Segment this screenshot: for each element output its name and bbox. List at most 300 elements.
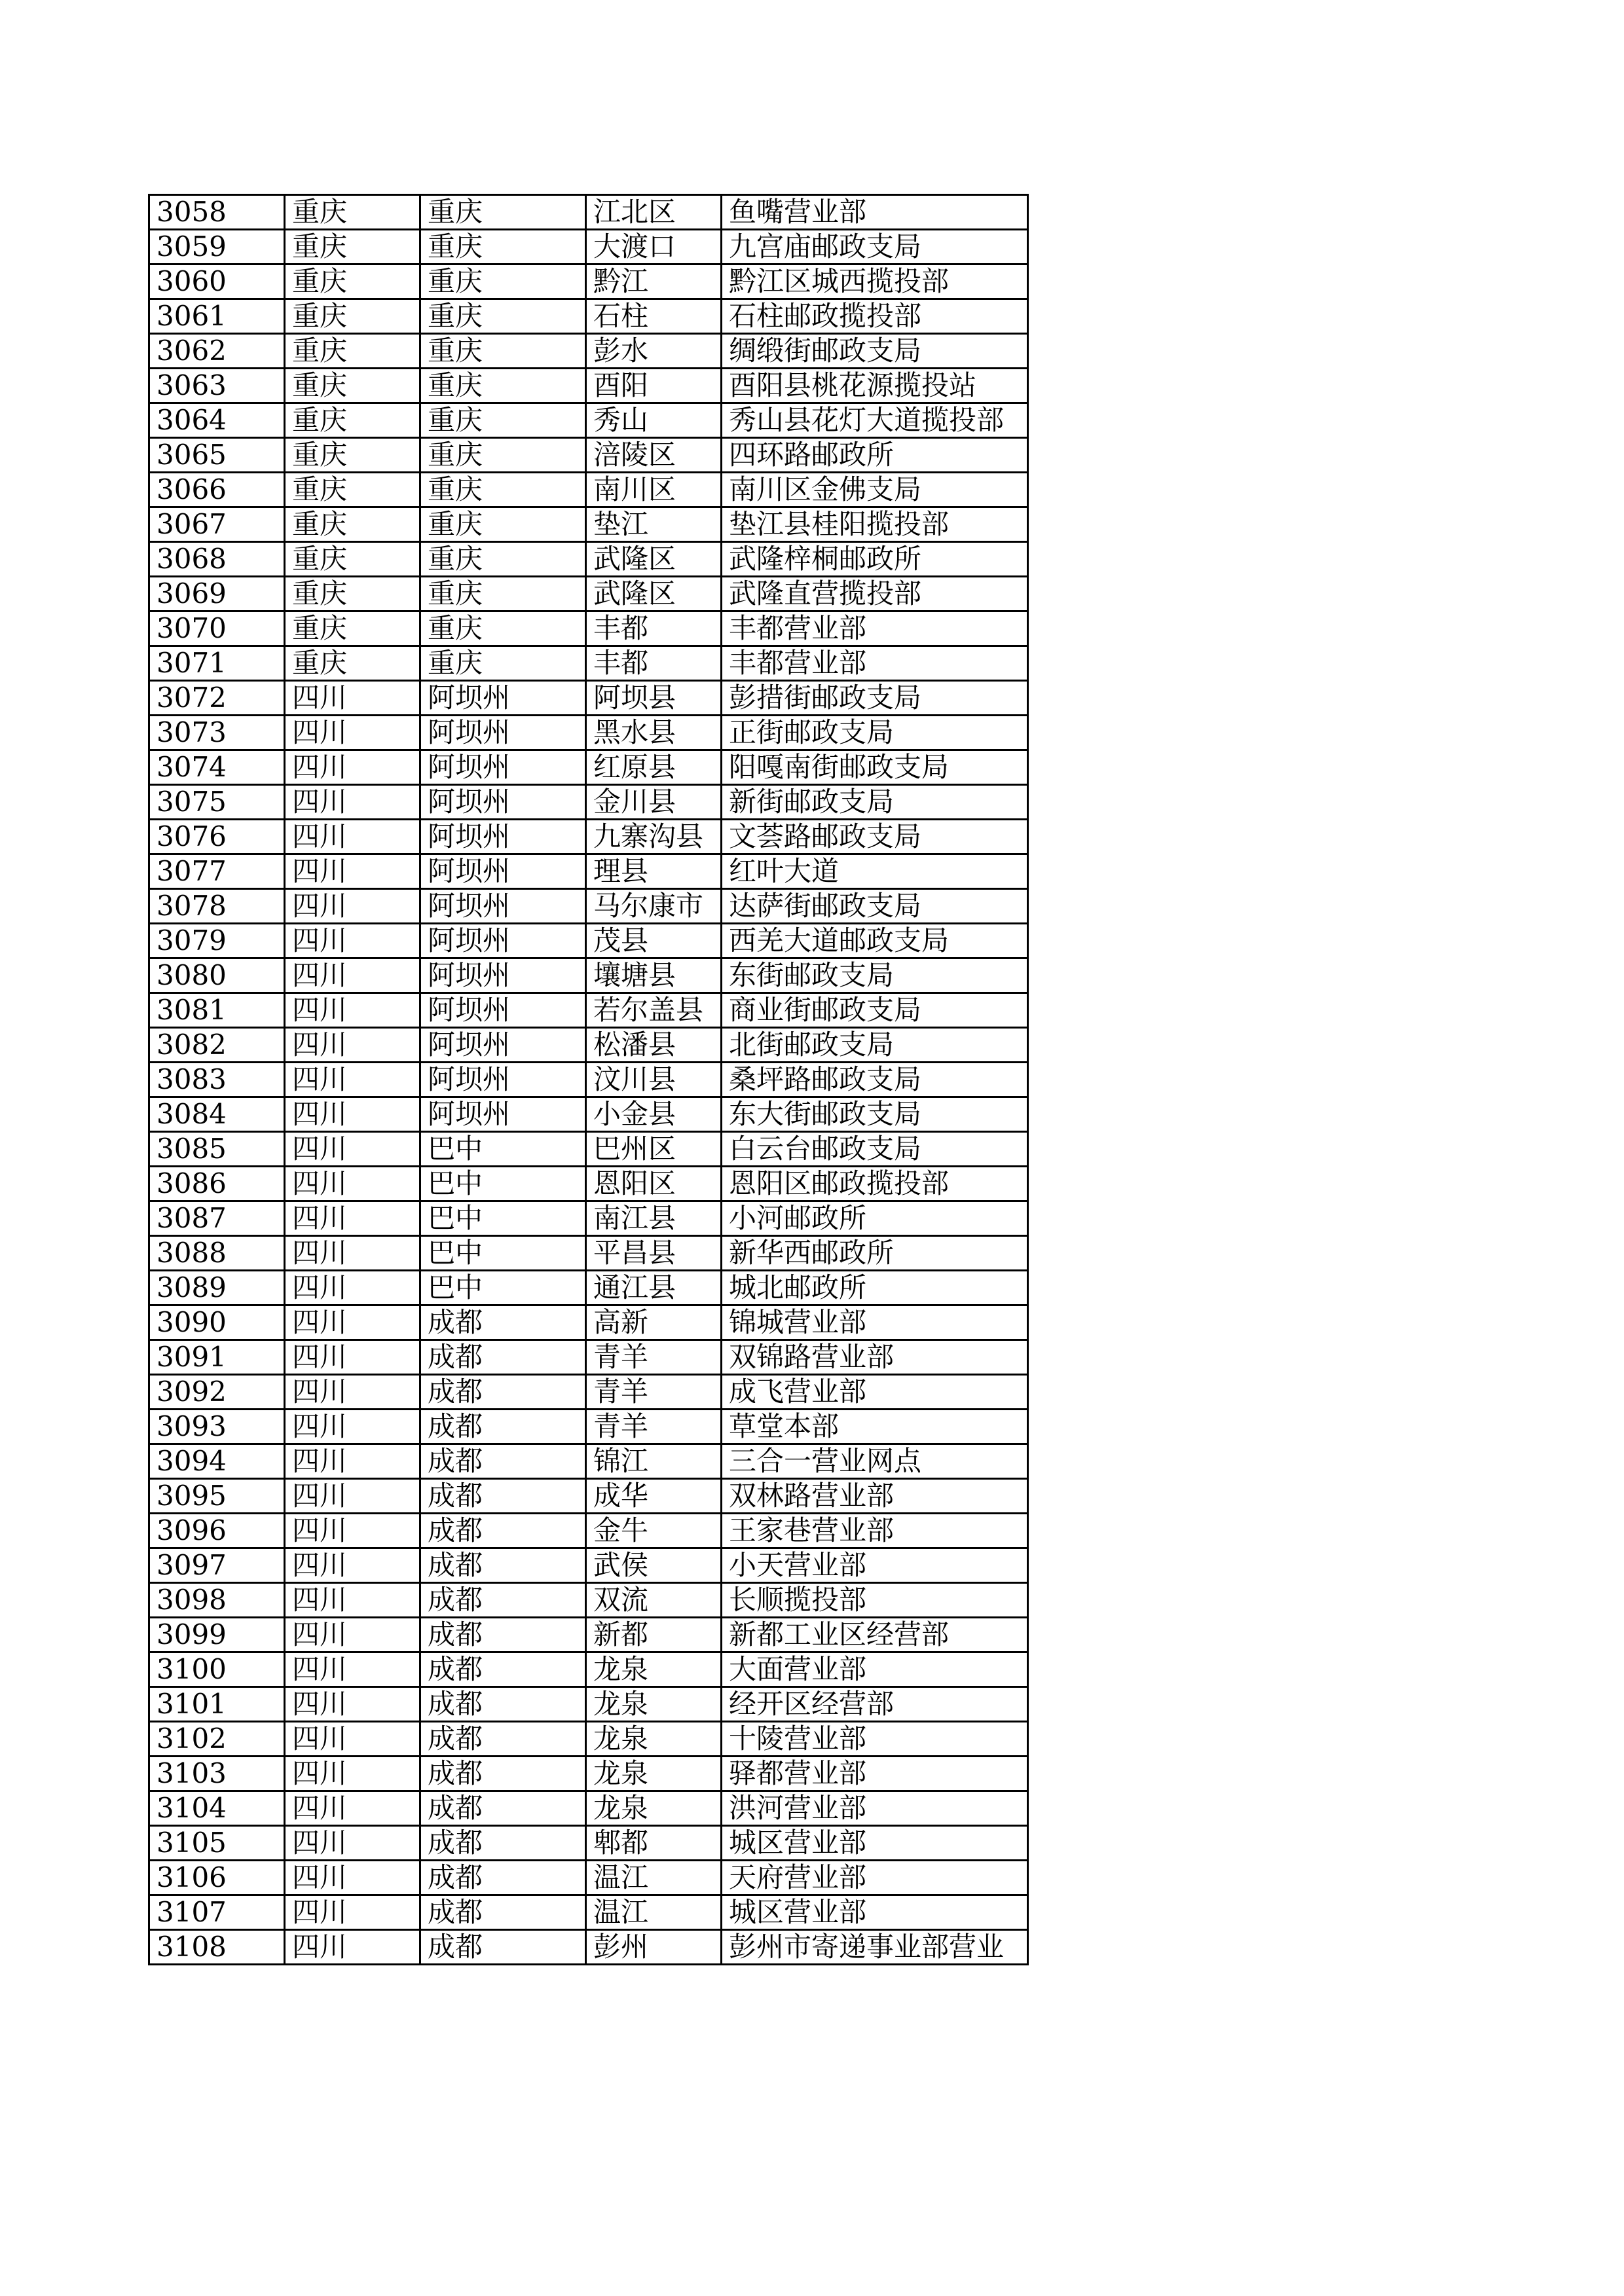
table-row — [149, 1201, 1028, 1236]
row-number-cell: 3085 — [149, 1132, 285, 1167]
row-number-cell: 3107 — [149, 1895, 285, 1930]
province-cell: 四川 — [285, 1583, 420, 1618]
province-cell: 四川 — [285, 1757, 420, 1791]
city-cell: 成都 — [420, 1861, 586, 1895]
city-cell: 成都 — [420, 1757, 586, 1791]
province-cell: 重庆 — [285, 195, 420, 230]
province-cell: 重庆 — [285, 438, 420, 473]
branch-name-cell: 黔江区城西揽投部 — [722, 264, 1028, 299]
province-cell: 四川 — [285, 785, 420, 820]
province-cell: 四川 — [285, 1514, 420, 1548]
branch-name-cell: 大面营业部 — [722, 1652, 1028, 1687]
city-cell: 阿坝州 — [420, 924, 586, 958]
table-row — [149, 750, 1028, 785]
district-cell: 武侯 — [586, 1548, 722, 1583]
table-row — [149, 299, 1028, 334]
province-cell: 四川 — [285, 1097, 420, 1132]
city-cell: 成都 — [420, 1826, 586, 1861]
row-number-cell: 3081 — [149, 993, 285, 1028]
branch-name-cell: 酉阳县桃花源揽投站 — [722, 369, 1028, 403]
branch-name-cell: 新华西邮政所 — [722, 1236, 1028, 1271]
table-row — [149, 473, 1028, 507]
province-cell: 重庆 — [285, 611, 420, 646]
province-cell: 四川 — [285, 716, 420, 750]
table-row — [149, 1791, 1028, 1826]
row-number-cell: 3100 — [149, 1652, 285, 1687]
province-cell: 重庆 — [285, 403, 420, 438]
district-cell: 阿坝县 — [586, 681, 722, 716]
branch-name-cell: 经开区经营部 — [722, 1687, 1028, 1722]
province-cell: 四川 — [285, 1271, 420, 1305]
branch-name-cell: 北街邮政支局 — [722, 1028, 1028, 1063]
table-body — [149, 195, 1028, 1965]
branch-name-cell: 秀山县花灯大道揽投部 — [722, 403, 1028, 438]
branch-name-cell: 城北邮政所 — [722, 1271, 1028, 1305]
branch-name-cell: 城区营业部 — [722, 1826, 1028, 1861]
city-cell: 阿坝州 — [420, 785, 586, 820]
city-cell: 阿坝州 — [420, 681, 586, 716]
row-number-cell: 3094 — [149, 1444, 285, 1479]
district-cell: 黑水县 — [586, 716, 722, 750]
city-cell: 成都 — [420, 1791, 586, 1826]
table-row — [149, 1236, 1028, 1271]
branch-name-cell: 达萨街邮政支局 — [722, 889, 1028, 924]
row-number-cell: 3101 — [149, 1687, 285, 1722]
province-cell: 四川 — [285, 1375, 420, 1410]
branch-name-cell: 十陵营业部 — [722, 1722, 1028, 1757]
row-number-cell: 3091 — [149, 1340, 285, 1375]
table-row — [149, 1687, 1028, 1722]
city-cell: 成都 — [420, 1444, 586, 1479]
table-row — [149, 958, 1028, 993]
province-cell: 四川 — [285, 958, 420, 993]
province-cell: 四川 — [285, 1028, 420, 1063]
row-number-cell: 3063 — [149, 369, 285, 403]
row-number-cell: 3105 — [149, 1826, 285, 1861]
row-number-cell: 3083 — [149, 1063, 285, 1097]
city-cell: 重庆 — [420, 299, 586, 334]
district-cell: 壤塘县 — [586, 958, 722, 993]
table-row — [149, 334, 1028, 369]
row-number-cell: 3070 — [149, 611, 285, 646]
table-row — [149, 1514, 1028, 1548]
row-number-cell: 3076 — [149, 820, 285, 854]
province-cell: 四川 — [285, 1410, 420, 1444]
row-number-cell: 3087 — [149, 1201, 285, 1236]
branch-name-cell: 城区营业部 — [722, 1895, 1028, 1930]
province-cell: 四川 — [285, 1340, 420, 1375]
district-cell: 青羊 — [586, 1340, 722, 1375]
district-cell: 武隆区 — [586, 577, 722, 611]
branch-name-cell: 洪河营业部 — [722, 1791, 1028, 1826]
district-cell: 郫都 — [586, 1826, 722, 1861]
row-number-cell: 3078 — [149, 889, 285, 924]
province-cell: 四川 — [285, 1132, 420, 1167]
province-cell: 四川 — [285, 1618, 420, 1652]
district-cell: 新都 — [586, 1618, 722, 1652]
table-row — [149, 438, 1028, 473]
row-number-cell: 3093 — [149, 1410, 285, 1444]
branch-name-cell: 王家巷营业部 — [722, 1514, 1028, 1548]
row-number-cell: 3096 — [149, 1514, 285, 1548]
city-cell: 阿坝州 — [420, 1097, 586, 1132]
city-cell: 阿坝州 — [420, 889, 586, 924]
province-cell: 四川 — [285, 1236, 420, 1271]
province-cell: 四川 — [285, 1167, 420, 1201]
city-cell: 重庆 — [420, 577, 586, 611]
branch-name-cell: 白云台邮政支局 — [722, 1132, 1028, 1167]
row-number-cell: 3069 — [149, 577, 285, 611]
district-cell: 秀山 — [586, 403, 722, 438]
province-cell: 重庆 — [285, 299, 420, 334]
row-number-cell: 3088 — [149, 1236, 285, 1271]
province-cell: 四川 — [285, 1895, 420, 1930]
city-cell: 成都 — [420, 1930, 586, 1965]
row-number-cell: 3095 — [149, 1479, 285, 1514]
city-cell: 重庆 — [420, 369, 586, 403]
row-number-cell: 3086 — [149, 1167, 285, 1201]
row-number-cell: 3058 — [149, 195, 285, 230]
branch-name-cell: 商业街邮政支局 — [722, 993, 1028, 1028]
province-cell: 重庆 — [285, 577, 420, 611]
province-cell: 四川 — [285, 1826, 420, 1861]
province-cell: 四川 — [285, 1722, 420, 1757]
district-cell: 理县 — [586, 854, 722, 889]
district-cell: 高新 — [586, 1305, 722, 1340]
row-number-cell: 3103 — [149, 1757, 285, 1791]
province-cell: 四川 — [285, 1444, 420, 1479]
branch-name-cell: 恩阳区邮政揽投部 — [722, 1167, 1028, 1201]
district-cell: 南川区 — [586, 473, 722, 507]
province-cell: 四川 — [285, 993, 420, 1028]
branch-name-cell: 彭州市寄递事业部营业 — [722, 1930, 1028, 1965]
table-row — [149, 1652, 1028, 1687]
district-cell: 青羊 — [586, 1410, 722, 1444]
province-cell: 重庆 — [285, 507, 420, 542]
row-number-cell: 3090 — [149, 1305, 285, 1340]
city-cell: 成都 — [420, 1340, 586, 1375]
table-row — [149, 1479, 1028, 1514]
branch-name-cell: 九宫庙邮政支局 — [722, 230, 1028, 264]
district-cell: 武隆区 — [586, 542, 722, 577]
row-number-cell: 3059 — [149, 230, 285, 264]
row-number-cell: 3066 — [149, 473, 285, 507]
row-number-cell: 3072 — [149, 681, 285, 716]
province-cell: 四川 — [285, 1305, 420, 1340]
district-cell: 温江 — [586, 1895, 722, 1930]
branch-name-cell: 垫江县桂阳揽投部 — [722, 507, 1028, 542]
city-cell: 阿坝州 — [420, 958, 586, 993]
branch-name-cell: 三合一营业网点 — [722, 1444, 1028, 1479]
branch-name-cell: 正街邮政支局 — [722, 716, 1028, 750]
province-cell: 四川 — [285, 1861, 420, 1895]
table-row — [149, 1722, 1028, 1757]
table-row — [149, 1548, 1028, 1583]
province-cell: 四川 — [285, 854, 420, 889]
district-cell: 大渡口 — [586, 230, 722, 264]
district-cell: 酉阳 — [586, 369, 722, 403]
district-cell: 青羊 — [586, 1375, 722, 1410]
district-cell: 小金县 — [586, 1097, 722, 1132]
district-cell: 金牛 — [586, 1514, 722, 1548]
branch-name-cell: 武隆梓桐邮政所 — [722, 542, 1028, 577]
row-number-cell: 3064 — [149, 403, 285, 438]
city-cell: 重庆 — [420, 438, 586, 473]
table-row — [149, 1097, 1028, 1132]
table-row — [149, 1271, 1028, 1305]
table-row — [149, 1375, 1028, 1410]
district-cell: 龙泉 — [586, 1791, 722, 1826]
branch-name-cell: 双林路营业部 — [722, 1479, 1028, 1514]
table-row — [149, 264, 1028, 299]
city-cell: 重庆 — [420, 230, 586, 264]
district-cell: 松潘县 — [586, 1028, 722, 1063]
row-number-cell: 3062 — [149, 334, 285, 369]
row-number-cell: 3102 — [149, 1722, 285, 1757]
district-cell: 温江 — [586, 1861, 722, 1895]
district-cell: 彭水 — [586, 334, 722, 369]
province-cell: 四川 — [285, 1479, 420, 1514]
province-cell: 重庆 — [285, 264, 420, 299]
city-cell: 重庆 — [420, 473, 586, 507]
branch-name-cell: 驿都营业部 — [722, 1757, 1028, 1791]
city-cell: 成都 — [420, 1410, 586, 1444]
row-number-cell: 3104 — [149, 1791, 285, 1826]
city-cell: 巴中 — [420, 1167, 586, 1201]
district-cell: 龙泉 — [586, 1652, 722, 1687]
branch-name-cell: 小河邮政所 — [722, 1201, 1028, 1236]
district-cell: 茂县 — [586, 924, 722, 958]
province-cell: 重庆 — [285, 334, 420, 369]
district-cell: 涪陵区 — [586, 438, 722, 473]
row-number-cell: 3067 — [149, 507, 285, 542]
row-number-cell: 3080 — [149, 958, 285, 993]
data-table — [148, 194, 1029, 1965]
row-number-cell: 3079 — [149, 924, 285, 958]
city-cell: 成都 — [420, 1583, 586, 1618]
province-cell: 重庆 — [285, 542, 420, 577]
district-cell: 黔江 — [586, 264, 722, 299]
district-cell: 红原县 — [586, 750, 722, 785]
table-row — [149, 785, 1028, 820]
city-cell: 重庆 — [420, 507, 586, 542]
district-cell: 江北区 — [586, 195, 722, 230]
branch-name-cell: 成飞营业部 — [722, 1375, 1028, 1410]
branch-name-cell: 红叶大道 — [722, 854, 1028, 889]
district-cell: 恩阳区 — [586, 1167, 722, 1201]
city-cell: 巴中 — [420, 1201, 586, 1236]
row-number-cell: 3106 — [149, 1861, 285, 1895]
city-cell: 重庆 — [420, 611, 586, 646]
district-cell: 马尔康市 — [586, 889, 722, 924]
row-number-cell: 3073 — [149, 716, 285, 750]
table-row — [149, 1826, 1028, 1861]
city-cell: 成都 — [420, 1514, 586, 1548]
district-cell: 垫江 — [586, 507, 722, 542]
branch-name-cell: 东街邮政支局 — [722, 958, 1028, 993]
table-row — [149, 1340, 1028, 1375]
city-cell: 重庆 — [420, 646, 586, 681]
table-row — [149, 403, 1028, 438]
table-row — [149, 1757, 1028, 1791]
table-row — [149, 681, 1028, 716]
branch-name-cell: 彭措街邮政支局 — [722, 681, 1028, 716]
district-cell: 锦江 — [586, 1444, 722, 1479]
district-cell: 成华 — [586, 1479, 722, 1514]
province-cell: 四川 — [285, 820, 420, 854]
city-cell: 阿坝州 — [420, 1063, 586, 1097]
province-cell: 四川 — [285, 1930, 420, 1965]
table-row — [149, 1583, 1028, 1618]
city-cell: 成都 — [420, 1618, 586, 1652]
district-cell: 若尔盖县 — [586, 993, 722, 1028]
table-row — [149, 889, 1028, 924]
district-cell: 巴州区 — [586, 1132, 722, 1167]
table-row — [149, 1861, 1028, 1895]
branch-name-cell: 双锦路营业部 — [722, 1340, 1028, 1375]
city-cell: 成都 — [420, 1305, 586, 1340]
row-number-cell: 3077 — [149, 854, 285, 889]
row-number-cell: 3099 — [149, 1618, 285, 1652]
row-number-cell: 3084 — [149, 1097, 285, 1132]
row-number-cell: 3065 — [149, 438, 285, 473]
city-cell: 成都 — [420, 1479, 586, 1514]
province-cell: 四川 — [285, 681, 420, 716]
row-number-cell: 3097 — [149, 1548, 285, 1583]
row-number-cell: 3089 — [149, 1271, 285, 1305]
table-row — [149, 1028, 1028, 1063]
city-cell: 阿坝州 — [420, 1028, 586, 1063]
row-number-cell: 3108 — [149, 1930, 285, 1965]
branch-name-cell: 天府营业部 — [722, 1861, 1028, 1895]
row-number-cell: 3074 — [149, 750, 285, 785]
district-cell: 龙泉 — [586, 1722, 722, 1757]
province-cell: 四川 — [285, 1687, 420, 1722]
table-row — [149, 924, 1028, 958]
table-row — [149, 230, 1028, 264]
district-cell: 南江县 — [586, 1201, 722, 1236]
table-row — [149, 716, 1028, 750]
branch-name-cell: 文荟路邮政支局 — [722, 820, 1028, 854]
branch-name-cell: 武隆直营揽投部 — [722, 577, 1028, 611]
table-row — [149, 820, 1028, 854]
branch-name-cell: 新都工业区经营部 — [722, 1618, 1028, 1652]
table-row — [149, 646, 1028, 681]
table-row — [149, 369, 1028, 403]
table-row — [149, 507, 1028, 542]
branch-name-cell: 鱼嘴营业部 — [722, 195, 1028, 230]
table-row — [149, 1132, 1028, 1167]
table-row — [149, 1930, 1028, 1965]
branch-name-cell: 石柱邮政揽投部 — [722, 299, 1028, 334]
table-row — [149, 1063, 1028, 1097]
city-cell: 阿坝州 — [420, 854, 586, 889]
province-cell: 四川 — [285, 1652, 420, 1687]
province-cell: 四川 — [285, 1201, 420, 1236]
district-cell: 九寨沟县 — [586, 820, 722, 854]
row-number-cell: 3082 — [149, 1028, 285, 1063]
city-cell: 巴中 — [420, 1271, 586, 1305]
district-cell: 双流 — [586, 1583, 722, 1618]
branch-name-cell: 西羌大道邮政支局 — [722, 924, 1028, 958]
city-cell: 阿坝州 — [420, 820, 586, 854]
branch-name-cell: 小天营业部 — [722, 1548, 1028, 1583]
table-row — [149, 542, 1028, 577]
table-row — [149, 195, 1028, 230]
branch-name-cell: 南川区金佛支局 — [722, 473, 1028, 507]
province-cell: 四川 — [285, 750, 420, 785]
district-cell: 汶川县 — [586, 1063, 722, 1097]
table-row — [149, 577, 1028, 611]
district-cell: 通江县 — [586, 1271, 722, 1305]
branch-name-cell: 新街邮政支局 — [722, 785, 1028, 820]
table-row — [149, 611, 1028, 646]
branch-name-cell: 锦城营业部 — [722, 1305, 1028, 1340]
row-number-cell: 3068 — [149, 542, 285, 577]
row-number-cell: 3098 — [149, 1583, 285, 1618]
city-cell: 成都 — [420, 1375, 586, 1410]
district-cell: 金川县 — [586, 785, 722, 820]
table-row — [149, 993, 1028, 1028]
row-number-cell: 3061 — [149, 299, 285, 334]
table-row — [149, 1444, 1028, 1479]
branch-name-cell: 东大街邮政支局 — [722, 1097, 1028, 1132]
row-number-cell: 3060 — [149, 264, 285, 299]
city-cell: 重庆 — [420, 195, 586, 230]
table-row — [149, 1305, 1028, 1340]
province-cell: 四川 — [285, 924, 420, 958]
city-cell: 成都 — [420, 1722, 586, 1757]
table-row — [149, 1167, 1028, 1201]
table-row — [149, 1618, 1028, 1652]
city-cell: 阿坝州 — [420, 716, 586, 750]
district-cell: 石柱 — [586, 299, 722, 334]
district-cell: 丰都 — [586, 611, 722, 646]
district-cell: 丰都 — [586, 646, 722, 681]
province-cell: 重庆 — [285, 230, 420, 264]
district-cell: 龙泉 — [586, 1757, 722, 1791]
city-cell: 重庆 — [420, 403, 586, 438]
city-cell: 重庆 — [420, 542, 586, 577]
province-cell: 四川 — [285, 889, 420, 924]
city-cell: 阿坝州 — [420, 750, 586, 785]
row-number-cell: 3071 — [149, 646, 285, 681]
district-cell: 彭州 — [586, 1930, 722, 1965]
city-cell: 巴中 — [420, 1132, 586, 1167]
row-number-cell: 3075 — [149, 785, 285, 820]
province-cell: 重庆 — [285, 369, 420, 403]
branch-name-cell: 丰都营业部 — [722, 646, 1028, 681]
province-cell: 四川 — [285, 1791, 420, 1826]
branch-name-cell: 四环路邮政所 — [722, 438, 1028, 473]
table-row — [149, 854, 1028, 889]
district-cell: 龙泉 — [586, 1687, 722, 1722]
city-cell: 阿坝州 — [420, 993, 586, 1028]
city-cell: 成都 — [420, 1652, 586, 1687]
branch-name-cell: 绸缎街邮政支局 — [722, 334, 1028, 369]
branch-name-cell: 桑坪路邮政支局 — [722, 1063, 1028, 1097]
city-cell: 成都 — [420, 1548, 586, 1583]
province-cell: 四川 — [285, 1548, 420, 1583]
table-row — [149, 1895, 1028, 1930]
city-cell: 成都 — [420, 1895, 586, 1930]
branch-name-cell: 阳嘎南街邮政支局 — [722, 750, 1028, 785]
branch-name-cell: 丰都营业部 — [722, 611, 1028, 646]
city-cell: 重庆 — [420, 334, 586, 369]
province-cell: 重庆 — [285, 646, 420, 681]
province-cell: 四川 — [285, 1063, 420, 1097]
row-number-cell: 3092 — [149, 1375, 285, 1410]
